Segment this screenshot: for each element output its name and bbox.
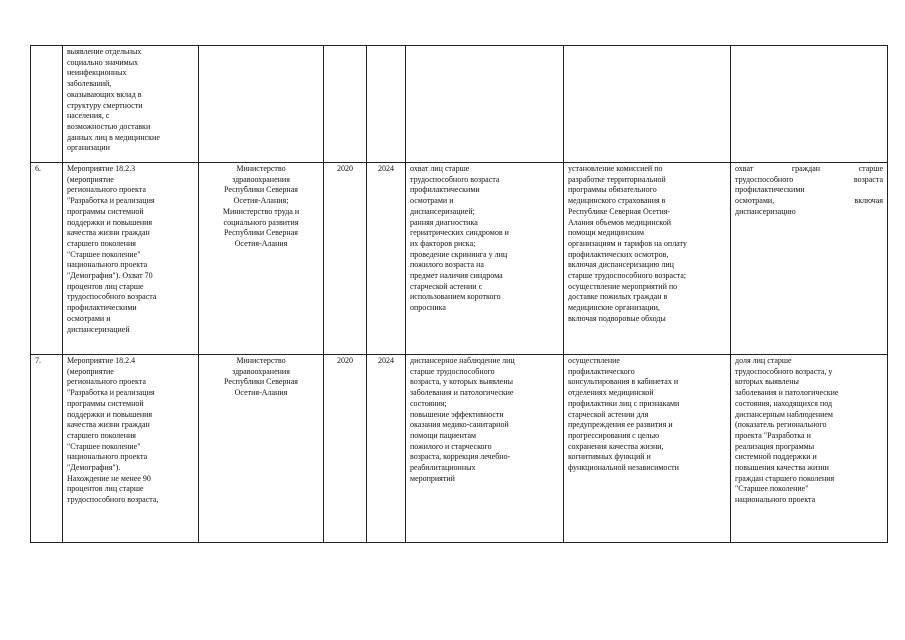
cell-text-line: национального проекта [67,260,148,270]
cell-text-line: ранняя диагностика [410,217,478,227]
cell-text-line: охват лиц старше [410,164,470,173]
cell-event-content [406,46,564,163]
cell-text-line: которых выявлены [735,377,799,387]
cell-start-year [324,46,367,163]
cell-text-line: диспансерным наблюдением [735,409,833,419]
cell-executor [199,355,324,543]
cell-event-name [63,355,199,543]
cell-text-line: возраста, у которых выявлены [410,377,513,387]
cell-mechanism [564,163,731,355]
cell-text-line: процентов лиц старше [67,484,144,494]
cell-number [31,46,63,163]
cell-text-line: повышения качества жизни [735,463,829,473]
cell-indicator [731,163,888,355]
cell-text-line: трудоспособного возраста, у [735,366,833,376]
cell-text-line: трудоспособного возраста [410,174,500,184]
cell-text-line: предмет наличия синдрома [410,271,503,281]
cell-text-line: профилактическими [735,185,805,195]
cell-text-line: проведение скрининга у лиц [410,249,508,259]
cell-text-line: профилактического [568,366,635,376]
cell-text-line: "Разработка и реализация [67,388,155,398]
cell-text-line: состояния; [410,398,447,408]
cell-text-line: социально значимых [67,57,139,67]
cell-text-line: консультирования в кабинетах и [568,377,679,387]
cell-text-line: прогрессирования с целью [568,430,660,440]
cell-text-line: Республики Северная [224,377,298,387]
cell-text-line: неинфекционных [67,68,127,78]
cell-text-line: "Демография"). Охват 70 [67,271,153,281]
cell-text-line: Осетия-Алания [234,238,288,248]
cell-executor [199,163,324,355]
cell-text-line: программы системной [67,206,144,216]
cell-executor [199,46,324,163]
cell-text-line: гериатрических синдромов и [410,228,509,238]
cell-text-line: качества жизни граждан [67,420,150,430]
cell-text-line: пожилого возраста на [410,260,484,270]
cell-text-line: реабилитационных [410,463,476,473]
cell-text-line: опросника [410,303,446,313]
cell-text: 2024 [378,356,394,365]
cell-text-line: диспансерное наблюдение лиц [410,356,515,365]
cell-text-line: профилактики лиц с признаками [568,398,680,408]
cell-text-line: Республики Северная [224,185,298,195]
cell-text-line: здравоохранения [232,174,290,184]
cell-text-line: оказания медико-санитарной [410,420,509,430]
cell-text-line: "Разработка и реализация [67,196,155,206]
cell-text-line: осуществление [568,356,620,365]
cell-text-line: трудоспособного возраста [67,292,157,302]
cell-text-line: поддержки и повышения [67,217,153,227]
cell-text-line: старческой астении для [568,409,649,419]
cell-text-line: регионального проекта [67,377,146,387]
cell-text-line: диспансеризацией [67,324,130,334]
cell-text-line: включая подворовые обходы [568,313,666,323]
cell-text: 2020 [337,356,353,365]
cell-text-line: регионального проекта [67,185,146,195]
cell-text-line: предупреждения ее развития и [568,420,673,430]
cell-text-line: повышение эффективности [410,409,504,419]
cell-text-line: Республике Северная Осетия- [568,206,671,216]
cell-text-line: доля лиц старше [735,356,792,365]
cell-mechanism [564,46,731,163]
cell-text-line: старческой астении с [410,281,483,291]
cell-text: 6. [35,164,41,173]
cell-text-line: выявление отдельных [67,47,142,56]
cell-event-name [63,46,199,163]
cell-text-line: состояния, находящихся под [735,398,833,408]
cell-text-line: "Старшее поколение" [735,484,809,494]
cell-text-line: осмотрами, включая [735,196,883,206]
cell-text-line: Осетия-Алания [234,388,288,398]
cell-text-line: возраста, коррекция лечебно- [410,452,511,462]
cell-text-line: заболевания и патологические [410,388,514,398]
cell-text-line: медицинского страхования в [568,196,666,206]
cell-text-line: проекта "Разработка и [735,430,811,440]
cell-text-line: структуру смертности [67,100,143,110]
cell-text-line: использованием короткого [410,292,501,302]
cell-text-line: данных лиц в медицинские [67,132,160,142]
cell-text-line: осмотрами и [410,196,454,206]
cell-text-line: когнитивных функций и [568,452,651,462]
cell-text-line: сохранения качества жизни, [568,441,664,451]
cell-text-line: организации [67,143,110,153]
cell-text-line: профилактическими [67,303,137,313]
cell-text-line: программы системной [67,398,144,408]
cell-number [31,355,63,543]
cell-text-line: Осетия-Алания; [233,196,289,206]
cell-text-line: заболевания и патологические [735,388,839,398]
cell-text-line: помощи медицинским [568,228,645,238]
cell-text-line: (мероприятие [67,174,114,184]
cell-text-line: национального проекта [67,452,148,462]
cell-text-line: процентов лиц старше [67,281,144,291]
cell-text-line: старшего поколения [67,430,136,440]
measures-table [30,45,888,543]
cell-text-line: "Старшее поколение" [67,441,141,451]
cell-text-line: "Демография"). [67,463,121,473]
cell-event-name [63,163,199,355]
cell-end-year [367,355,406,543]
cell-text-line: возможностью доставки [67,121,151,131]
cell-text-line: Министерство [236,356,286,365]
cell-text-line: осмотрами и [67,313,111,323]
cell-text: 2020 [337,164,353,173]
cell-text-line: оказывающих вклад в [67,89,142,99]
cell-text-line: организациям и тарифов на оплату [568,238,687,248]
cell-text-line: Министерство труда и [222,206,300,216]
cell-text-line: (показатель регионального [735,420,827,430]
cell-text-line: помощи пациентам [410,430,477,440]
cell-text-line: реализация программы [735,441,815,451]
cell-number [31,163,63,355]
cell-text-line: профилактических осмотров, [568,249,669,259]
cell-text-line: включая диспансеризацию лиц [568,260,674,270]
cell-text-line: старше трудоспособного [410,366,495,376]
cell-text-line: мероприятий [410,473,455,483]
cell-end-year [367,163,406,355]
cell-text-line: качества жизни граждан [67,228,150,238]
cell-indicator [731,355,888,543]
table-row [31,355,888,543]
cell-text-line: разработке территориальной [568,174,666,184]
cell-text-line: программы обязательного [568,185,657,195]
cell-text: 2024 [378,164,394,173]
cell-indicator [731,46,888,163]
cell-text-line: охват граждан старше [735,164,883,173]
cell-text-line: Министерство [236,164,286,173]
cell-text-line: функциональной независимости [568,463,679,473]
cell-text-line: их факторов риска; [410,238,476,248]
cell-text-line: поддержки и повышения [67,409,153,419]
cell-text-line: системной поддержки и [735,452,817,462]
cell-text-line: трудоспособного возраста, [67,495,159,505]
cell-text-line: Алания объемов медицинской [568,217,671,227]
cell-text-line: диспансеризацией; [410,206,475,216]
cell-text-line: установление комиссией по [568,164,663,173]
cell-text-line: Нахождение не менее 90 [67,473,151,483]
cell-text-line: осуществление мероприятий по [568,281,678,291]
cell-mechanism [564,355,731,543]
cell-start-year [324,163,367,355]
cell-text-line: "Старшее поколение" [67,249,141,259]
cell-text-line: отделениях медицинской [568,388,654,398]
cell-event-content [406,163,564,355]
cell-text-line: национального проекта [735,495,816,505]
cell-text-line: диспансеризацию [735,206,796,216]
cell-text-line: Мероприятие 18.2.4 [67,356,136,365]
table-row [31,163,888,355]
cell-text-line: старше трудоспособного возраста; [568,271,687,281]
cell-text-line: Республики Северная [224,228,298,238]
cell-text: 7. [35,356,41,365]
cell-text-line: старшего поколения [67,238,136,248]
cell-text-line: медицинские организации, [568,303,660,313]
cell-text-line: граждан старшего поколения [735,473,835,483]
cell-text-line: профилактическими [410,185,480,195]
table-row [31,46,888,163]
cell-start-year [324,355,367,543]
cell-text-line: (мероприятие [67,366,114,376]
cell-text-line: доставке пожилых граждан в [568,292,668,302]
cell-text-line: трудоспособного возраста [735,174,883,184]
cell-event-content [406,355,564,543]
cell-text-line: здравоохранения [232,366,290,376]
cell-text-line: населения, с [67,111,110,121]
cell-text-line: заболеваний, [67,79,112,89]
cell-end-year [367,46,406,163]
cell-text-line: пожилого и старческого [410,441,492,451]
cell-text-line: Мероприятие 18.2.3 [67,164,136,173]
cell-text-line: социального развития [223,217,299,227]
